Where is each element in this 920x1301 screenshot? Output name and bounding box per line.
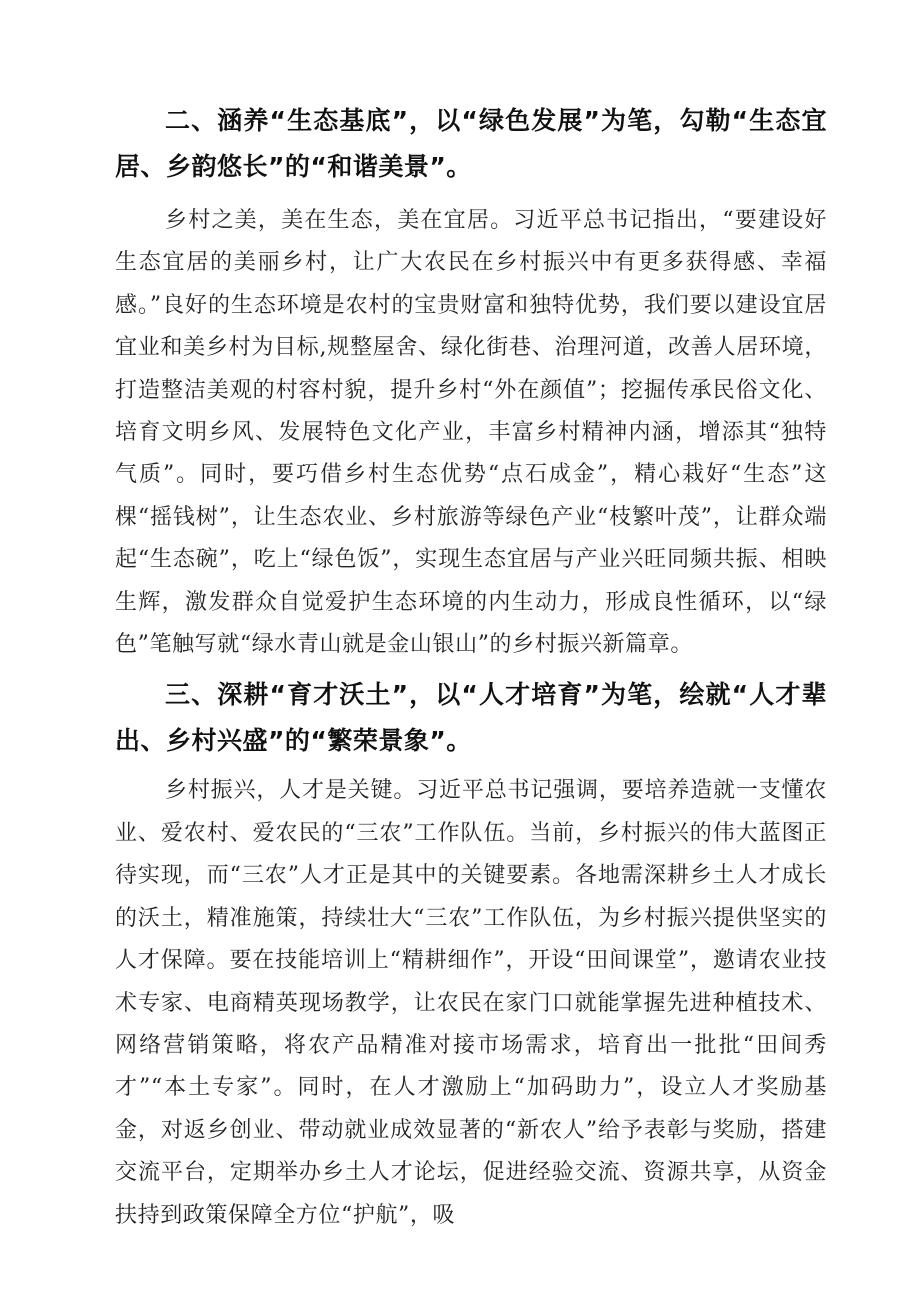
- document-body: [115, 98, 827, 1237]
- section-3-paragraph: 乡村振兴，人才是关键。习近平总书记强调，要培养造就一支懂农业、爱农村、爱农民的“三农”工作队伍。当前，乡村振兴的伟大蓝图正待实现，而“三农”人才正是其中的关键要素。各地需深耕乡土人才成长的沃土，精准施策，持续壮大“三农”工作队伍，为乡村振兴提供坚实的人才保障。要在技能培训上“精耕细作”，开设“田间课堂”，邀请农业技术专家、电商精英现场教学，让农民在家门口就能掌握先进种植技术、网络营销策略，将农产品精准对接市场需求，培育出一批批“田间秀才”“本土专家”。同时，在人才激励上“加码助力”，设立人才奖励基金，对返乡创业、带动就业成效显著的“新农人”给予表彰与奖励，搭建交流平台，定期举办乡土人才论坛，促进经验交流、资源共享，从资金扶持到政策保障全方位“护航”，吸: [115, 778, 827, 1228]
- section-2-paragraph: 乡村之美，美在生态，美在宜居。习近平总书记指出，“要建设好生态宜居的美丽乡村，让广大农民在乡村振兴中有更多获得感、幸福感。”良好的生态环境是农村的宝贵财富和独特优势，我们要以建设宜居宜业和美乡村为目标,规整屋舍、绿化街巷、治理河道，改善人居环境，打造整洁美观的村容村貌，提升乡村“外在颜值”；挖掘传承民俗文化、培育文明乡风、发展特色文化产业，丰富乡村精神内涵，增添其“独特气质”。同时，要巧借乡村生态优势“点石成金”，精心栽好“生态”这棵“摇钱树”，让生态农业、乡村旅游等绿色产业“枝繁叶茂”，让群众端起“生态碗”，吃上“绿色饭”，实现生态宜居与产业兴旺同频共振、相映生辉，激发群众自觉爱护生态环境的内生动力，形成良性循环，以“绿色”笔触写就“绿水青山就是金山银山”的乡村振兴新篇章。: [115, 208, 827, 658]
- section-2-heading: 二、涵养“生态基底”，以“绿色发展”为笔，勾勒“生态宜居、乡韵悠长”的“和谐美景”。: [115, 106, 827, 181]
- section-3-heading: 三、深耕“育才沃土”，以“人才培育”为笔，绘就“人才辈出、乡村兴盛”的“繁荣景象”。: [115, 680, 827, 756]
